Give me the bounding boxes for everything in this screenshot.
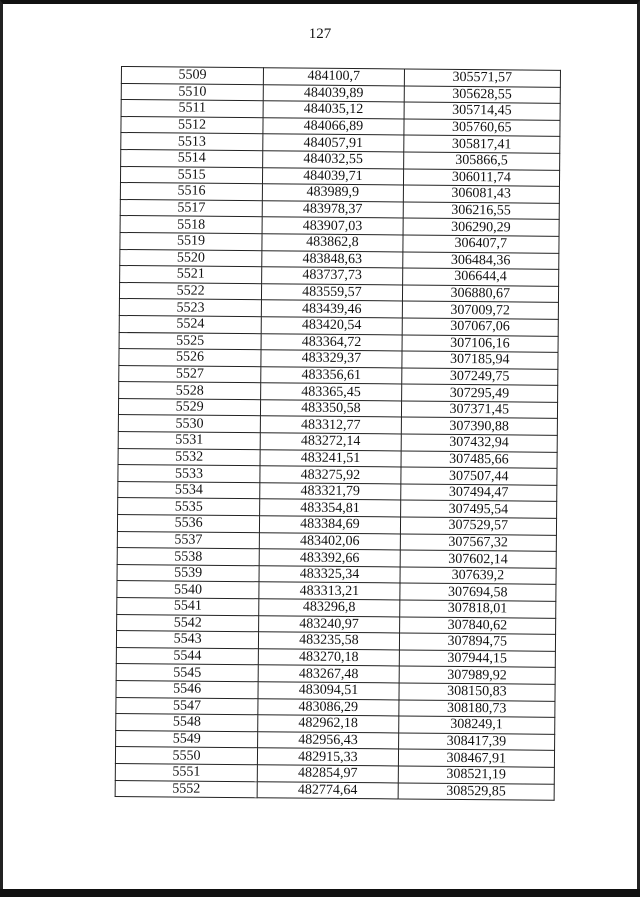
y-coordinate-cell: 307106,16: [402, 334, 558, 352]
y-coordinate-cell: 308467,91: [398, 749, 554, 767]
x-coordinate-cell: 483559,57: [262, 283, 403, 301]
y-coordinate-cell: 307840,62: [399, 617, 555, 635]
x-coordinate-cell: 483240,97: [259, 615, 400, 633]
x-coordinate-cell: 483392,66: [259, 549, 400, 567]
point-number-cell: 5518: [120, 216, 262, 234]
point-number-cell: 5521: [120, 266, 262, 284]
x-coordinate-cell: 483862,8: [262, 234, 403, 252]
y-coordinate-cell: 307295,49: [401, 384, 557, 402]
x-coordinate-cell: 483321,79: [260, 483, 401, 501]
x-coordinate-cell: 483094,51: [258, 682, 399, 700]
point-number-cell: 5509: [121, 67, 263, 85]
x-coordinate-cell: 483267,48: [258, 665, 399, 683]
y-coordinate-cell: 308249,1: [398, 716, 554, 734]
x-coordinate-cell: 483384,69: [260, 516, 401, 534]
point-number-cell: 5542: [117, 614, 259, 632]
point-number-cell: 5539: [117, 564, 259, 582]
x-coordinate-cell: 484035,12: [263, 101, 404, 119]
x-coordinate-cell: 482956,43: [258, 731, 399, 749]
y-coordinate-cell: 307602,14: [400, 550, 556, 568]
y-coordinate-cell: 307371,45: [401, 401, 557, 419]
y-coordinate-cell: 307494,47: [400, 484, 556, 502]
table-row: [115, 780, 554, 800]
point-number-cell: 5524: [119, 315, 261, 333]
y-coordinate-cell: 308529,85: [398, 782, 554, 800]
point-number-cell: 5530: [118, 415, 260, 433]
point-number-cell: 5533: [118, 465, 260, 483]
x-coordinate-cell: 483356,61: [261, 366, 402, 384]
y-coordinate-cell: 308180,73: [398, 700, 554, 718]
x-coordinate-cell: 483086,29: [258, 698, 399, 716]
page-number: 127: [308, 26, 332, 42]
point-number-cell: 5529: [118, 398, 260, 416]
x-coordinate-cell: 484100,7: [264, 68, 405, 86]
point-number-cell: 5546: [116, 680, 258, 698]
point-number-cell: 5537: [117, 531, 259, 549]
x-coordinate-cell: 483354,81: [260, 499, 401, 517]
x-coordinate-cell: 482962,18: [258, 715, 399, 733]
point-number-cell: 5526: [119, 349, 261, 367]
point-number-cell: 5551: [115, 763, 257, 781]
y-coordinate-cell: 308150,83: [399, 683, 555, 701]
point-number-cell: 5528: [119, 382, 261, 400]
x-coordinate-cell: 484039,71: [263, 167, 404, 185]
y-coordinate-cell: 307009,72: [402, 301, 558, 319]
scan-edge: [0, 889, 640, 897]
x-coordinate-cell: 483270,18: [258, 649, 399, 667]
y-coordinate-cell: 305571,57: [404, 69, 560, 87]
x-coordinate-cell: 483350,58: [261, 400, 402, 418]
y-coordinate-cell: 308521,19: [398, 766, 554, 784]
x-coordinate-cell: 483989,9: [263, 184, 404, 202]
point-number-cell: 5538: [117, 548, 259, 566]
point-number-cell: 5535: [118, 498, 260, 516]
y-coordinate-cell: 306880,67: [402, 285, 558, 303]
y-coordinate-cell: 307185,94: [402, 351, 558, 369]
x-coordinate-cell: 483272,14: [260, 433, 401, 451]
point-number-cell: 5515: [120, 166, 262, 184]
x-coordinate-cell: 484066,89: [263, 118, 404, 136]
y-coordinate-cell: 306407,7: [403, 235, 559, 253]
point-number-cell: 5513: [121, 133, 263, 151]
x-coordinate-cell: 483907,03: [262, 217, 403, 235]
y-coordinate-cell: 307944,15: [399, 650, 555, 668]
x-coordinate-cell: 483737,73: [262, 267, 403, 285]
point-number-cell: 5549: [116, 730, 258, 748]
point-number-cell: 5516: [120, 183, 262, 201]
x-coordinate-cell: 483364,72: [261, 333, 402, 351]
y-coordinate-cell: 307694,58: [399, 583, 555, 601]
y-coordinate-cell: 307485,66: [401, 451, 557, 469]
y-coordinate-cell: 306644,4: [402, 268, 558, 286]
y-coordinate-cell: 306484,36: [402, 251, 558, 269]
x-coordinate-cell: 483235,58: [259, 632, 400, 650]
coordinates-table: [115, 66, 561, 801]
x-coordinate-cell: 483420,54: [261, 317, 402, 335]
y-coordinate-cell: 307249,75: [401, 368, 557, 386]
point-number-cell: 5514: [121, 149, 263, 167]
y-coordinate-cell: 305760,65: [404, 119, 560, 137]
y-coordinate-cell: 308417,39: [398, 733, 554, 751]
point-number-cell: 5547: [116, 697, 258, 715]
y-coordinate-cell: 305866,5: [403, 152, 559, 170]
y-coordinate-cell: 307067,06: [402, 318, 558, 336]
point-number-cell: 5512: [121, 116, 263, 134]
point-number-cell: 5517: [120, 199, 262, 217]
x-coordinate-cell: 483439,46: [262, 300, 403, 318]
y-coordinate-cell: 307567,32: [400, 534, 556, 552]
y-coordinate-cell: 307818,01: [399, 600, 555, 618]
x-coordinate-cell: 482854,97: [257, 765, 398, 783]
point-number-cell: 5522: [119, 282, 261, 300]
point-number-cell: 5550: [115, 747, 257, 765]
y-coordinate-cell: 307507,44: [401, 467, 557, 485]
point-number-cell: 5552: [115, 780, 257, 798]
y-coordinate-cell: 306290,29: [403, 218, 559, 236]
point-number-cell: 5519: [120, 232, 262, 250]
x-coordinate-cell: 483313,21: [259, 582, 400, 600]
y-coordinate-cell: 305714,45: [404, 102, 560, 120]
y-coordinate-cell: 307529,57: [400, 517, 556, 535]
y-coordinate-cell: 305628,55: [404, 86, 560, 104]
x-coordinate-cell: 483325,34: [259, 566, 400, 584]
x-coordinate-cell: 482774,64: [257, 781, 398, 799]
x-coordinate-cell: 483275,92: [260, 466, 401, 484]
point-number-cell: 5534: [118, 481, 260, 499]
point-number-cell: 5510: [121, 83, 263, 101]
y-coordinate-cell: 306216,55: [403, 202, 559, 220]
x-coordinate-cell: 482915,33: [258, 748, 399, 766]
point-number-cell: 5544: [116, 647, 258, 665]
x-coordinate-cell: 484032,55: [263, 151, 404, 169]
x-coordinate-cell: 483241,51: [260, 449, 401, 467]
point-number-cell: 5532: [118, 448, 260, 466]
x-coordinate-cell: 483312,77: [261, 416, 402, 434]
x-coordinate-cell: 483329,37: [261, 350, 402, 368]
point-number-cell: 5523: [119, 299, 261, 317]
point-number-cell: 5511: [121, 100, 263, 118]
x-coordinate-cell: 483402,06: [259, 532, 400, 550]
x-coordinate-cell: 484057,91: [263, 134, 404, 152]
point-number-cell: 5540: [117, 581, 259, 599]
x-coordinate-cell: 483365,45: [261, 383, 402, 401]
x-coordinate-cell: 483978,37: [262, 200, 403, 218]
y-coordinate-cell: 306011,74: [403, 169, 559, 187]
x-coordinate-cell: 484039,89: [263, 84, 404, 102]
point-number-cell: 5531: [118, 432, 260, 450]
point-number-cell: 5543: [116, 631, 258, 649]
point-number-cell: 5536: [117, 515, 259, 533]
y-coordinate-cell: 306081,43: [403, 185, 559, 203]
x-coordinate-cell: 483848,63: [262, 250, 403, 268]
point-number-cell: 5527: [119, 365, 261, 383]
y-coordinate-cell: 307432,94: [401, 434, 557, 452]
point-number-cell: 5545: [116, 664, 258, 682]
y-coordinate-cell: 307495,54: [400, 500, 556, 518]
y-coordinate-cell: 307989,92: [399, 666, 555, 684]
y-coordinate-cell: 307390,88: [401, 417, 557, 435]
point-number-cell: 5525: [119, 332, 261, 350]
x-coordinate-cell: 483296,8: [259, 599, 400, 617]
point-number-cell: 5541: [117, 597, 259, 615]
point-number-cell: 5548: [116, 714, 258, 732]
y-coordinate-cell: 307639,2: [400, 567, 556, 585]
point-number-cell: 5520: [120, 249, 262, 267]
coordinates-table-body: [115, 67, 560, 801]
y-coordinate-cell: 307894,75: [399, 633, 555, 651]
y-coordinate-cell: 305817,41: [403, 135, 559, 153]
